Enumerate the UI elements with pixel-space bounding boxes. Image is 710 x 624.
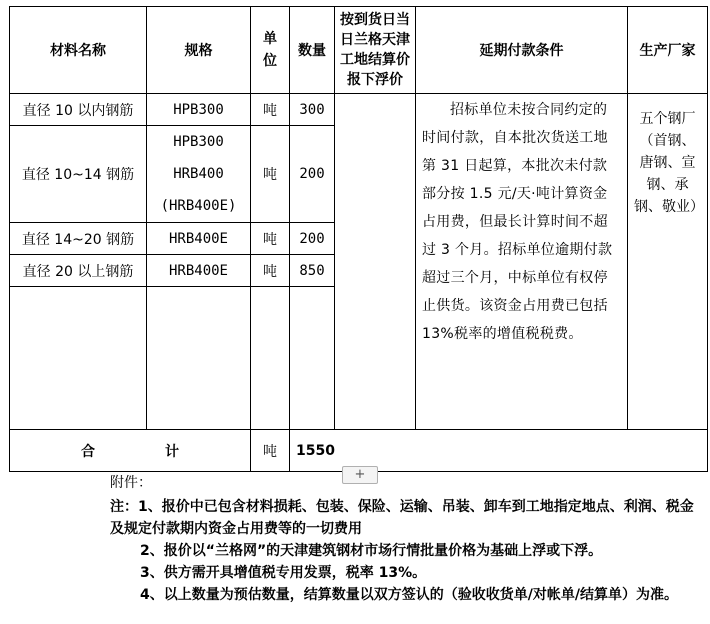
unit-cell: 吨 <box>251 94 290 126</box>
qty-cell: 200 <box>290 223 335 255</box>
spec-line: HPB300 <box>173 134 224 150</box>
material-cell: 直径 20 以上钢筋 <box>10 255 147 287</box>
total-qty: 1550 <box>290 430 708 472</box>
empty-cell <box>290 287 335 430</box>
notes <box>110 496 700 606</box>
empty-cell <box>147 287 251 430</box>
note-item: 注：1、报价中已包含材料损耗、包装、保险、运输、吊装、卸车到工地指定地点、利润、税金及规定付款期内资金占用费等的一切费用 <box>110 499 694 537</box>
price-cell <box>335 94 416 430</box>
unit-cell: 吨 <box>251 223 290 255</box>
header-material: 材料名称 <box>10 7 147 94</box>
spec-line: (HRB400E) <box>160 198 237 214</box>
unit-cell: 吨 <box>251 255 290 287</box>
unit-cell: 吨 <box>251 126 290 223</box>
spec-cell: HRB400E <box>147 223 251 255</box>
note-item: 2、报价以“兰格网”的天津建筑钢材市场行情批量价格为基础上浮或下浮。 <box>140 543 603 559</box>
manufacturer-text: 五个钢厂（首钢、唐钢、宣钢、承钢、敬业） <box>634 111 704 215</box>
note-item: 4、以上数量为预估数量，结算数量以双方签认的（验收收货单/对帐单/结算单）为准。 <box>140 587 678 603</box>
material-cell: 直径 10~14 钢筋 <box>10 126 147 223</box>
terms-text: 招标单位未按合同约定的时间付款，自本批次货送工地第 31 日起算，本批次未付款部分按 1.5 元/天·吨计算资金占用费，但最长计算时间不超过 3 个月。招标单位逾期付款超过三个月，中标单位有权停止供货。该资金占用费已包括 13%税率的增值税税费。 <box>422 102 613 342</box>
qty-cell: 200 <box>290 126 335 223</box>
spec-cell: HPB300 <box>147 94 251 126</box>
table-row <box>10 94 708 126</box>
spec-cell <box>147 126 251 223</box>
header-spec: 规格 <box>147 7 251 94</box>
empty-cell <box>251 287 290 430</box>
spec-line: HRB400 <box>173 166 224 182</box>
quotation-table <box>9 6 708 472</box>
note-item: 3、供方需开具增值税专用发票，税率 13%。 <box>140 565 427 581</box>
attachment-label: 附件： <box>110 475 152 491</box>
add-row-button[interactable]: + <box>342 466 378 484</box>
qty-cell: 300 <box>290 94 335 126</box>
header-manufacturer: 生产厂家 <box>628 7 708 94</box>
total-label: 合 计 <box>10 430 251 472</box>
header-price: 按到货日当日兰格天津工地结算价报下浮价 <box>335 7 416 94</box>
material-cell: 直径 10 以内钢筋 <box>10 94 147 126</box>
total-unit: 吨 <box>251 430 290 472</box>
empty-cell <box>10 287 147 430</box>
qty-cell: 850 <box>290 255 335 287</box>
manufacturer-cell <box>628 94 708 430</box>
header-terms: 延期付款条件 <box>416 7 628 94</box>
header-unit: 单位 <box>251 7 290 94</box>
header-row <box>10 7 708 94</box>
spec-cell: HRB400E <box>147 255 251 287</box>
header-qty: 数量 <box>290 7 335 94</box>
terms-cell <box>416 94 628 430</box>
material-cell: 直径 14~20 钢筋 <box>10 223 147 255</box>
